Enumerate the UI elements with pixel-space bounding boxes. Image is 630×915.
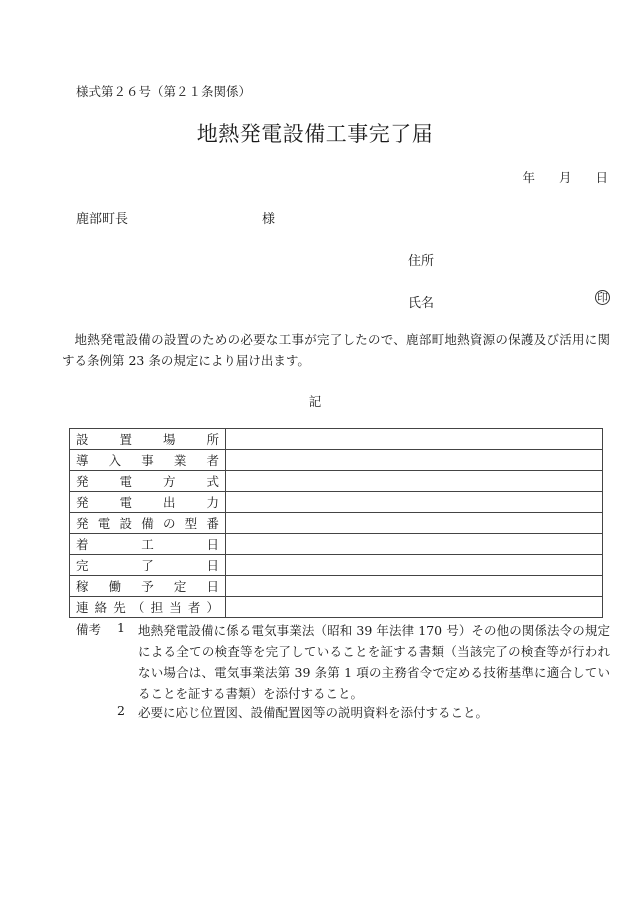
row-label (70, 576, 226, 597)
row-label-char: 着 (76, 537, 89, 552)
row-value[interactable] (226, 513, 603, 534)
table-row (70, 597, 603, 618)
row-label-char: （ (131, 600, 145, 615)
row-label-char: 働 (108, 579, 122, 594)
row-label-char: 型 (184, 516, 198, 531)
body-text: 地熱発電設備の設置のための必要な工事が完了したので、鹿部町地熱資源の保護及び活用に関する条例第 23 条の規定により届け出ます。 (62, 332, 610, 368)
row-label-char: 番 (206, 516, 219, 531)
row-label-char: 所 (206, 432, 219, 447)
row-label-char: 定 (173, 579, 187, 594)
addressee-name: 鹿部町長 (76, 212, 129, 227)
ki-mark: 記 (308, 394, 322, 409)
row-value[interactable] (226, 597, 603, 618)
table-row (70, 513, 603, 534)
note-text: 地熱発電設備に係る電気事業法（昭和 39 年法律 170 号）その他の関係法令の規定による全ての検査等を完了していることを証する書類（当該完了の検査等が行われない場合は、電気事業法第 39 条第 1 項の主務省令で定める技術基準に適合していることを証する書類）を添付すること。 (138, 623, 610, 701)
row-label (70, 450, 226, 471)
date-line (522, 168, 608, 186)
row-value[interactable] (226, 534, 603, 555)
table-row (70, 534, 603, 555)
row-label-char: 入 (108, 453, 122, 468)
table-row (70, 450, 603, 471)
row-label-char: 備 (141, 516, 154, 531)
row-label-char: 了 (141, 558, 154, 573)
date-day-label: 日 (595, 170, 608, 185)
document-title: 地熱発電設備工事完了届 (196, 122, 434, 146)
row-label-char: 日 (206, 579, 219, 594)
row-label-char: 事 (141, 453, 154, 468)
note-text: 必要に応じ位置図、設備配置図等の説明資料を添付すること。 (138, 705, 489, 720)
row-label-char: 予 (141, 579, 154, 594)
row-label-char: 工 (141, 537, 154, 552)
row-label-char: 当 (169, 600, 182, 615)
row-label (70, 534, 226, 555)
row-label-char: ） (206, 600, 219, 615)
row-label-char: 先 (113, 600, 126, 615)
row-label-char: 電 (119, 474, 132, 489)
table-row (70, 576, 603, 597)
row-label-char: 導 (76, 453, 89, 468)
row-label-char: 設 (76, 432, 89, 447)
row-value[interactable] (226, 555, 603, 576)
row-label-char: 担 (150, 600, 164, 615)
table-row (70, 555, 603, 576)
row-label (70, 492, 226, 513)
row-label-char: 力 (206, 495, 219, 510)
table-row (70, 429, 603, 450)
row-value[interactable] (226, 492, 603, 513)
row-label (70, 555, 226, 576)
row-label-char: 電 (97, 516, 111, 531)
date-year-label: 年 (522, 170, 535, 185)
row-label-char: 発 (76, 516, 89, 531)
note-number: 1 (117, 620, 125, 635)
row-label-char: 連 (76, 600, 89, 615)
row-label-char: 絡 (94, 600, 108, 615)
row-label-char: 発 (76, 495, 89, 510)
form-table (69, 428, 603, 618)
row-label-char: 業 (173, 453, 187, 468)
row-value[interactable] (226, 576, 603, 597)
row-label-char: 設 (119, 516, 132, 531)
name-label: 氏名 (408, 296, 435, 311)
row-label-char: 日 (206, 558, 219, 573)
row-label-char: 方 (162, 474, 176, 489)
row-label (70, 513, 226, 534)
notes-label: 備考 (76, 622, 102, 637)
table-row (70, 492, 603, 513)
row-label (70, 471, 226, 492)
row-label-char: 電 (119, 495, 132, 510)
addressee-honorific: 様 (262, 212, 276, 227)
address-label: 住所 (408, 254, 435, 269)
row-label-char: 発 (76, 474, 89, 489)
row-label-char: 出 (162, 495, 176, 510)
row-label-char: 者 (206, 453, 219, 468)
note-number: 2 (117, 703, 125, 718)
row-label-char: 式 (206, 474, 219, 489)
row-label-char: 者 (187, 600, 201, 615)
row-label-char: 日 (206, 537, 219, 552)
row-label (70, 597, 226, 618)
row-label-char: 場 (162, 432, 176, 447)
row-value[interactable] (226, 429, 603, 450)
table-row (70, 471, 603, 492)
date-month-label: 月 (558, 170, 572, 185)
seal-mark: 印 (597, 291, 608, 304)
row-label-char: 稼 (76, 579, 89, 594)
row-label-char: 完 (76, 558, 89, 573)
form-number: 様式第２６号（第２１条関係） (76, 84, 252, 99)
row-label (70, 429, 226, 450)
row-value[interactable] (226, 471, 603, 492)
row-label-char: の (162, 516, 176, 531)
row-label-char: 置 (119, 432, 132, 447)
row-value[interactable] (226, 450, 603, 471)
